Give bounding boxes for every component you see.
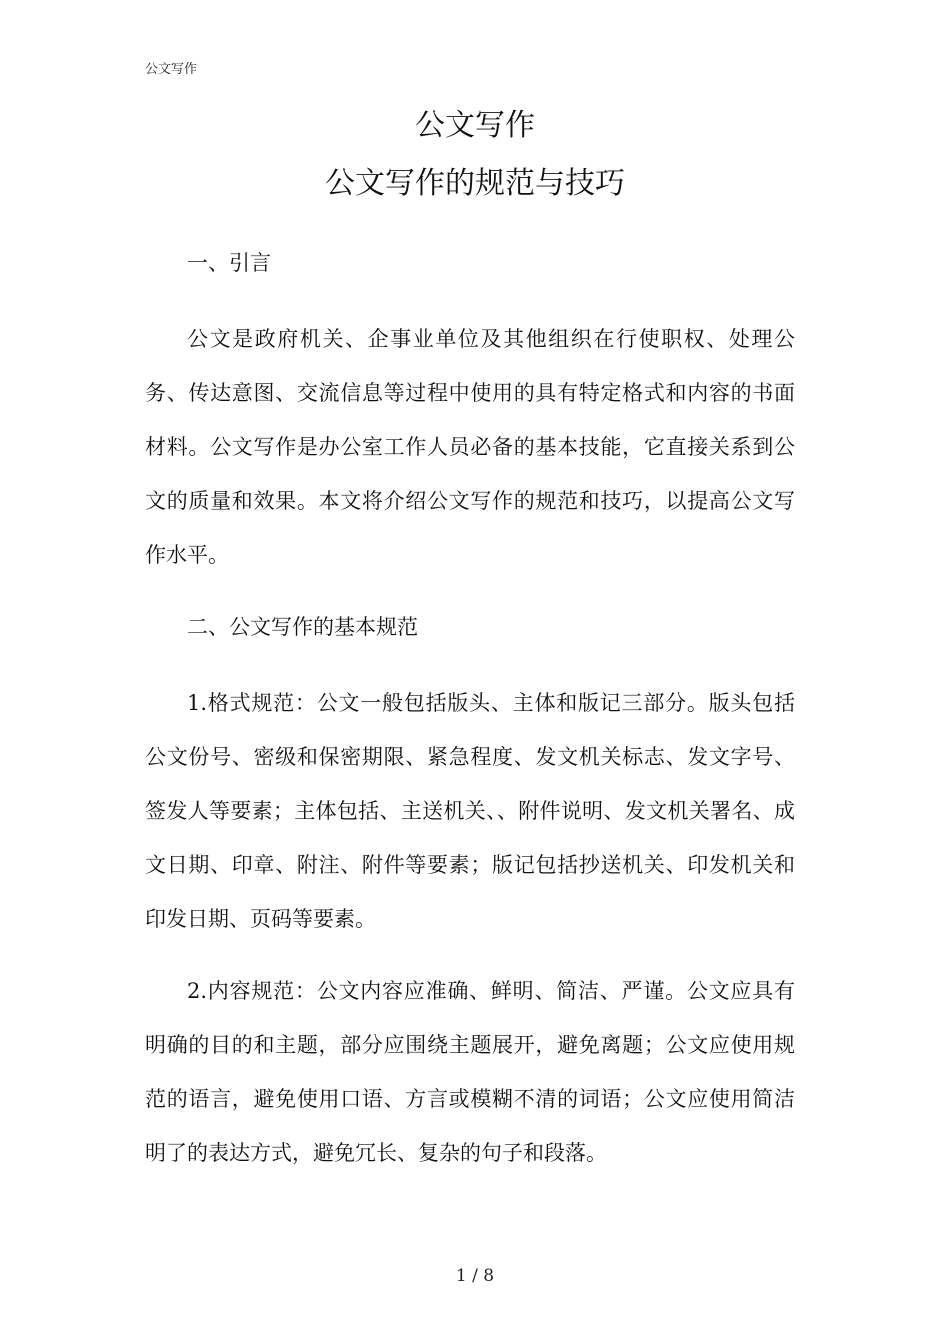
paragraph-content-norms: 2.内容规范：公文内容应准确、鲜明、简洁、严谨。公文应具有明确的目的和主题，部分应围绕主题展开，避免离题；公文应使用规范的语言，避免使用口语、方言或模糊不清的词语；公文应使用简洁明了的表达方式，避免冗长、复杂的句子和段落。 <box>145 979 795 1165</box>
paragraph-format-norms: 1.格式规范：公文一般包括版头、主体和版记三部分。版头包括公文份号、密级和保密期限、紧急程度、发文机关标志、发文字号、签发人等要素；主体包括、主送机关、、附件说明、发文机关署名、成文日期、印章、附注、附件等要素；版记包括抄送机关、印发机关和印发日期、页码等要素。 <box>145 691 795 931</box>
section-heading-introduction: 一、引言 <box>187 251 271 275</box>
page-number: 1 / 8 <box>455 1266 495 1286</box>
running-header: 公文写作 <box>145 62 198 77</box>
paragraph-introduction: 公文是政府机关、企事业单位及其他组织在行使职权、处理公务、传达意图、交流信息等过程中使用的具有特定格式和内容的书面材料。公文写作是办公室工作人员必备的基本技能，它直接关系到公文的质量和效果。本文将介绍公文写作的规范和技巧，以提高公文写作水平。 <box>145 327 795 567</box>
document-subtitle: 公文写作的规范与技巧 <box>325 166 625 201</box>
section-heading-basic-norms: 二、公文写作的基本规范 <box>187 615 418 639</box>
document-title: 公文写作 <box>415 108 535 143</box>
document-body <box>145 236 795 1198</box>
